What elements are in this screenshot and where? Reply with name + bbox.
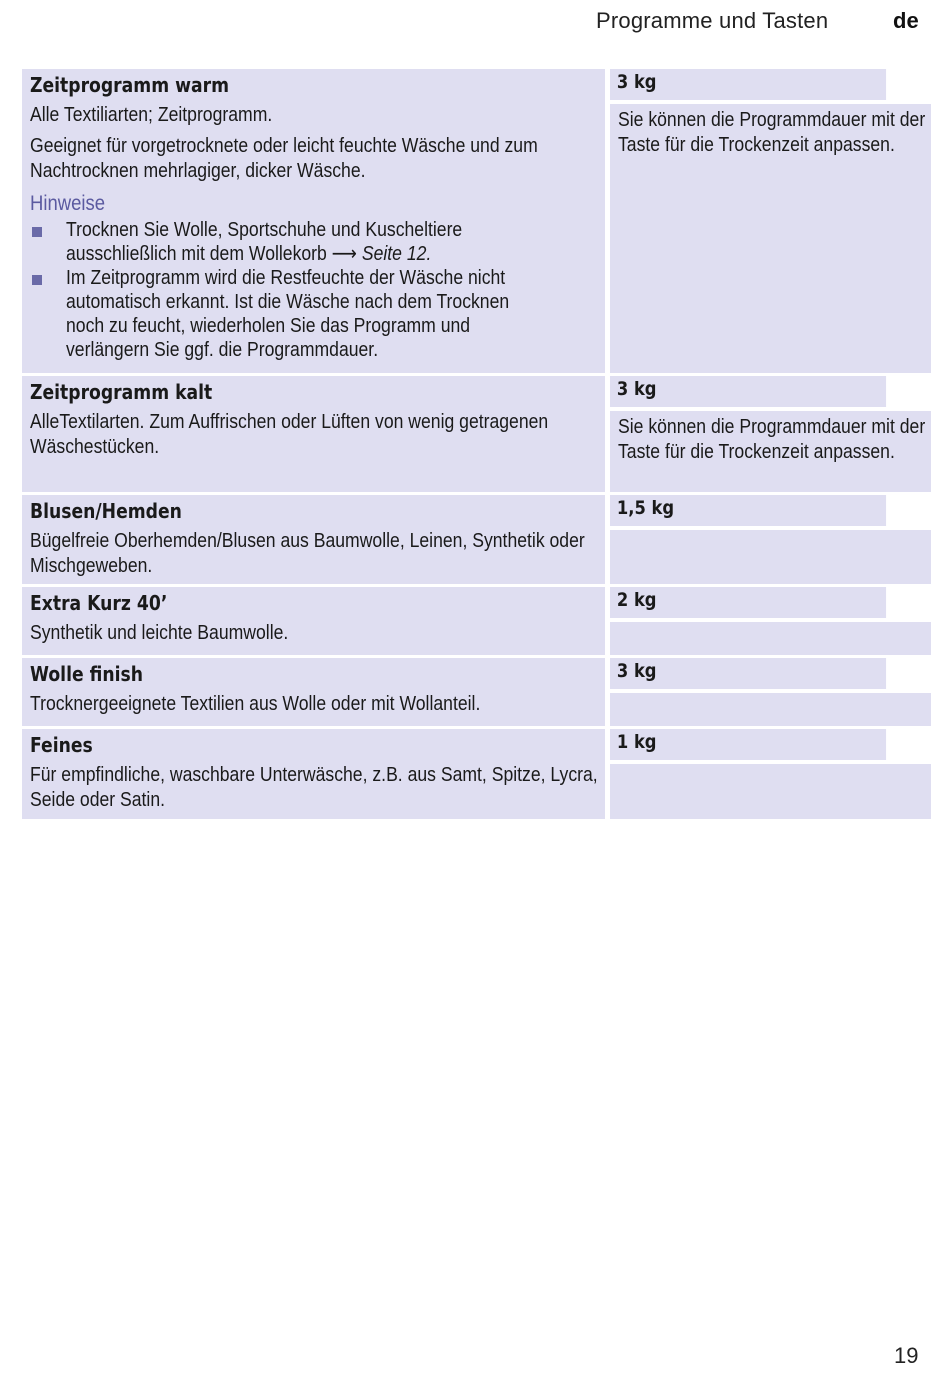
max-load: 3 kg (610, 376, 886, 407)
program-text: Synthetik und leichte Baumwolle. (30, 622, 289, 644)
program-info-cell (610, 658, 931, 726)
program-name: Zeitprogramm warm (30, 73, 230, 97)
program-row (22, 376, 931, 492)
program-note-cell (610, 104, 931, 373)
program-row (22, 587, 931, 655)
program-note-cell (610, 764, 931, 819)
program-text: Für empfindliche, waschbare Unterwäsche, z.B. aus Samt, Spitze, Lycra, Seide oder Satin. (30, 764, 598, 811)
hint-text: Im Zeitprogramm wird die Restfeuchte der Wäsche nicht automatisch erkannt. Ist die Wäsche nach dem Trocknen noch zu feucht, wiederholen Sie das Programm und verlängern Sie ggf. die Programmdauer. (66, 267, 510, 361)
program-description-cell (22, 69, 605, 373)
program-name: Extra Kurz 40’ (30, 591, 168, 615)
program-row (22, 729, 931, 819)
program-note: Sie können die Programmdauer mit der Taste für die Trockenzeit anpassen. (618, 416, 926, 463)
program-info-cell (610, 376, 931, 492)
program-description-cell (22, 587, 605, 655)
program-description-cell (22, 658, 605, 726)
program-text: Bügelfreie Oberhemden/Blusen aus Baumwolle, Leinen, Synthetik oder Mischgeweben. (30, 530, 585, 577)
program-description-cell (22, 729, 605, 819)
program-info-cell (610, 495, 931, 584)
hint-text: Trocknen Sie Wolle, Sportschuhe und Kuscheltiere ausschließlich mit dem Wollekorb ⟶ Seite 12. (66, 219, 463, 265)
program-text: Trocknergeeignete Textilien aus Wolle oder mit Wollanteil. (30, 693, 481, 715)
program-info-cell (610, 587, 931, 655)
max-load: 3 kg (610, 69, 886, 100)
program-table (22, 69, 931, 822)
program-description-cell (22, 495, 605, 584)
program-row (22, 69, 931, 373)
bullet-square-icon (32, 275, 42, 285)
program-row (22, 658, 931, 726)
bullet-square-icon (32, 227, 42, 237)
page-reference-link[interactable]: Seite 12 (361, 243, 427, 265)
section-title: Programme und Tasten (596, 8, 829, 33)
program-note-cell (610, 622, 931, 655)
page-number: 19 (894, 1343, 919, 1368)
program-note-cell (610, 411, 931, 492)
arrow-right-icon: ⟶ (331, 243, 357, 265)
hints-heading: Hinweise (30, 192, 105, 215)
program-name: Zeitprogramm kalt (30, 380, 213, 404)
hint-item (30, 266, 597, 362)
max-load: 1,5 kg (610, 495, 886, 526)
program-text: Geeignet für vorgetrocknete oder leicht feuchte Wäsche und zum Nachtrocknen mehrlagiger, dicker Wäsche. (30, 135, 538, 182)
program-description-cell (22, 376, 605, 492)
program-name: Feines (30, 733, 93, 757)
program-info-cell (610, 729, 931, 819)
program-note: Sie können die Programmdauer mit der Taste für die Trockenzeit anpassen. (618, 109, 926, 156)
language-code: de (893, 8, 919, 33)
program-note-cell (610, 530, 931, 584)
program-text: AlleTextilarten. Zum Auffrischen oder Lüften von wenig getragenen Wäschestücken. (30, 411, 549, 458)
hint-item (30, 218, 597, 266)
max-load: 3 kg (610, 658, 886, 689)
program-info-cell (610, 69, 931, 373)
max-load: 1 kg (610, 729, 886, 760)
program-text: Alle Textiliarten; Zeitprogramm. (30, 104, 273, 126)
program-note-cell (610, 693, 931, 726)
program-name: Blusen/Hemden (30, 499, 182, 523)
max-load: 2 kg (610, 587, 886, 618)
program-row (22, 495, 931, 584)
program-name: Wolle finish (30, 662, 143, 686)
